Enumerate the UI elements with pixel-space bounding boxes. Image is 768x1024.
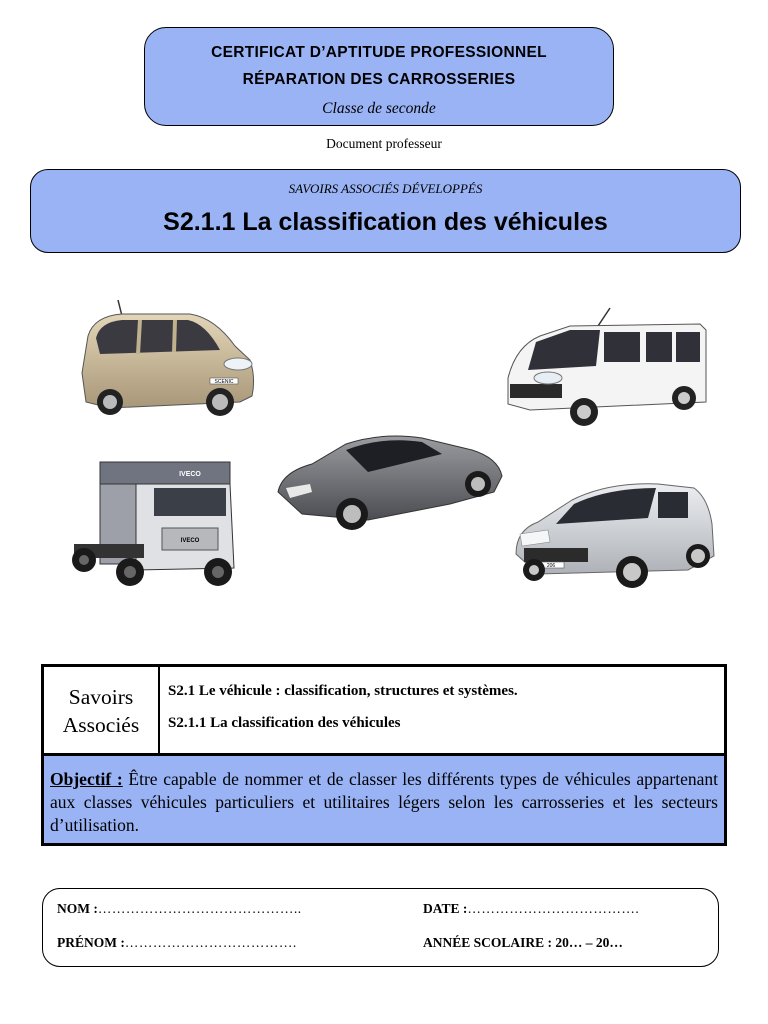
objective-text: Être capable de nommer et de classer les différents types de véhicules appartenant aux classes véhicules particuliers et utilitaires légers selon les carrosseries et les secteurs d’utilisation. (50, 769, 718, 835)
prenom-field[interactable] (57, 935, 297, 951)
truck-image (70, 458, 240, 594)
objective-label: Objectif : (50, 769, 123, 789)
title-subtitle: SAVOIRS ASSOCIÉS DÉVELOPPÉS (288, 181, 483, 196)
savoirs-label (44, 667, 160, 753)
savoirs-items (160, 667, 724, 753)
header-specialty: RÉPARATION DES CARROSSERIES (242, 71, 516, 88)
van-image (500, 306, 712, 434)
hatchback-plate: 206 (546, 563, 556, 569)
minivan-plate: SCENIC (214, 379, 234, 385)
truck-grille-badge: IVECO (180, 538, 200, 544)
truck-brand: IVECO (179, 471, 201, 478)
savoirs-label-line1: Savoirs (68, 685, 134, 709)
savoirs-item: S2.1.1 La classification des véhicules (168, 715, 401, 731)
nom-label: NOM : (57, 901, 98, 916)
date-label: DATE : (423, 901, 468, 916)
savoirs-item: S2.1 Le véhicule : classification, structures et systèmes. (168, 683, 518, 699)
title-banner (30, 169, 741, 253)
nom-field[interactable] (57, 901, 302, 917)
school-year-field[interactable]: ANNÉE SCOLAIRE : 20… – 20… (423, 935, 623, 950)
header-certificate-title: CERTIFICAT D’APTITUDE PROFESSIONNEL (211, 44, 547, 61)
minivan-image (70, 298, 260, 426)
date-field[interactable] (423, 901, 639, 917)
date-blank: ………………………………. (467, 901, 640, 916)
nom-blank: …………………………………….. (97, 901, 302, 916)
hatchback-image (508, 478, 722, 604)
savoirs-label-line2: Associés (62, 713, 140, 737)
header-class-level: Classe de seconde (322, 100, 436, 117)
document-label: Document professeur (326, 136, 442, 151)
page-title: S2.1.1 La classification des véhicules (163, 208, 608, 236)
student-identity-box (42, 888, 719, 967)
coupe-image (272, 428, 506, 532)
header-banner (144, 27, 614, 126)
objective-section (44, 753, 724, 843)
prenom-blank: ………………………………. (124, 935, 297, 950)
savoirs-associes-table (41, 664, 727, 846)
prenom-label: PRÉNOM : (57, 935, 125, 950)
